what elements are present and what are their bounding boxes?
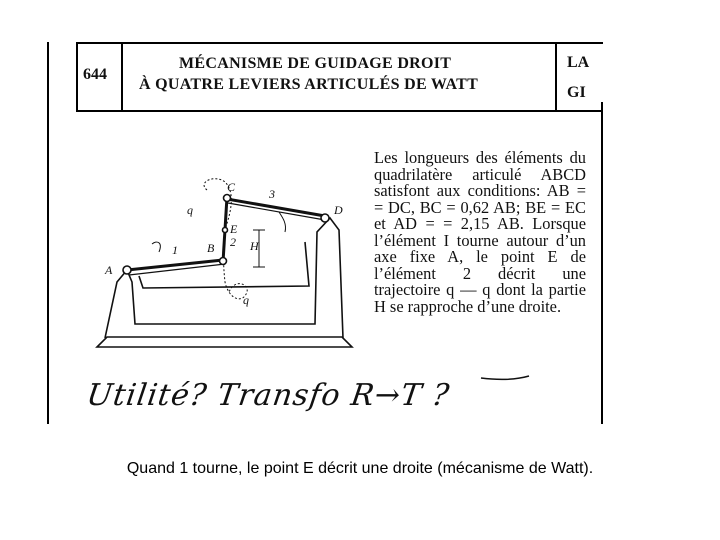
underline-mark <box>481 376 529 379</box>
point-e <box>223 228 228 233</box>
label-a: A <box>105 263 113 277</box>
label-h: H <box>250 239 259 253</box>
description-text: Les longueurs des éléments du quadrilatère articulé ABCD satisfont aux conditions: AB = = DC, BC = 0,62 AB; BE = EC et AD = = 2,15 AB. Lorsque l’élément I tourne autour d’un axe fixe A, le point E de l’élément 2 décrit une trajectoire q — q dont la partie H se rapproche d’une droite. <box>374 148 586 316</box>
label-d: D <box>334 203 343 217</box>
link-3 <box>227 199 325 216</box>
label-q-top: q <box>187 203 193 217</box>
watt-linkage-diagram <box>47 42 607 424</box>
rotation-arrow-3 <box>279 212 286 232</box>
header-title-line1: MÉCANISME DE GUIDAGE DROIT <box>179 55 452 72</box>
label-q-bottom: q <box>243 293 249 307</box>
label-c: C <box>227 180 236 194</box>
header-code-line1: LA <box>567 54 590 71</box>
label-b: B <box>207 241 215 255</box>
joint-b <box>220 258 227 265</box>
label-link-3: 3 <box>269 187 275 201</box>
slide-caption: Quand 1 tourne, le point E décrit une droite (mécanisme de Watt). <box>126 460 594 477</box>
scanned-document <box>47 42 607 424</box>
header-title-line2: À QUATRE LEVIERS ARTICULÉS DE WATT <box>139 76 479 93</box>
page-number: 644 <box>83 66 107 83</box>
rotation-arrow-1 <box>152 242 160 252</box>
pivot-a <box>123 266 131 274</box>
link-1 <box>127 260 223 270</box>
header-code-line2: GI <box>567 84 586 101</box>
link-3-edge <box>228 203 325 220</box>
label-link-2: 2 <box>230 235 236 249</box>
base-plate <box>97 337 352 347</box>
handwritten-note: Utilité? Transfo R→T ? <box>84 378 453 413</box>
label-e: E <box>230 222 238 236</box>
joint-c <box>224 195 231 202</box>
label-link-1: 1 <box>172 243 178 257</box>
pivot-d <box>321 214 329 222</box>
